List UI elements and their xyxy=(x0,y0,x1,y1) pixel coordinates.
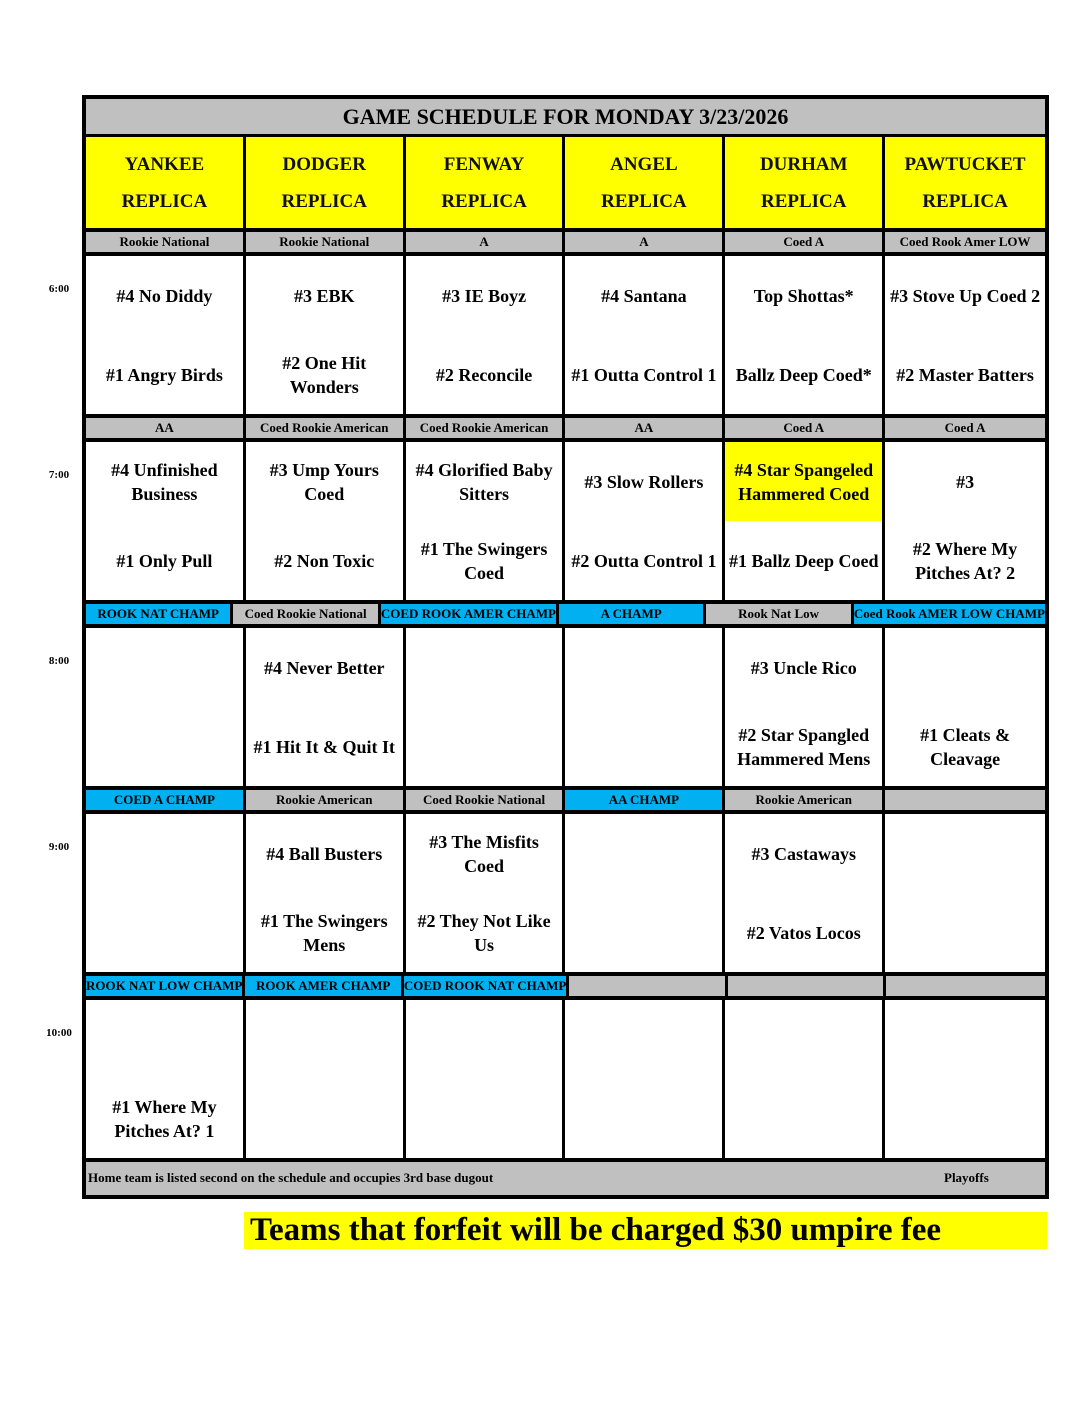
home-team: #2 One Hit Wonders xyxy=(282,352,367,397)
game-cell xyxy=(406,442,566,600)
home-team xyxy=(246,1079,403,1158)
away-team: #4 Glorified Baby Sitters xyxy=(415,459,553,504)
away-team: #3 Uncle Rico xyxy=(750,657,857,678)
home-team: #1 Hit It & Quit It xyxy=(253,736,395,757)
game-cell xyxy=(86,628,246,786)
away-team xyxy=(406,628,563,707)
home-team: #1 The Swingers Coed xyxy=(420,538,548,583)
away-team xyxy=(565,814,722,893)
field-type: REPLICA xyxy=(922,190,1008,212)
game-cell xyxy=(565,814,725,972)
time-label: 8:00 xyxy=(48,655,70,667)
division-label: Coed Rook Amer LOW xyxy=(885,232,1045,252)
home-team: #1 Angry Birds xyxy=(105,364,223,385)
time-label: 9:00 xyxy=(48,841,70,853)
away-team: #3 Slow Rollers xyxy=(584,471,704,492)
away-team xyxy=(725,1000,882,1079)
schedule-title: GAME SCHEDULE FOR MONDAY 3/23/2026 xyxy=(82,95,1049,134)
division-label: ROOK NAT LOW CHAMP xyxy=(86,976,245,996)
away-team: #4 Santana xyxy=(601,285,687,306)
field-header xyxy=(725,137,885,228)
game-row xyxy=(82,810,1049,976)
away-team: Top Shottas* xyxy=(753,285,854,306)
division-label: Coed Rook AMER LOW CHAMP xyxy=(854,604,1045,624)
game-cell xyxy=(406,1000,566,1158)
home-team: #2 They Not Like Us xyxy=(417,910,551,955)
field-type: REPLICA xyxy=(121,190,208,212)
division-row xyxy=(82,232,1049,252)
home-team xyxy=(86,707,243,786)
division-label: AA xyxy=(86,418,246,438)
away-team: #4 Star Spangeled Hammered Coed xyxy=(725,442,882,521)
division-label: AA xyxy=(565,418,725,438)
division-label: Rookie National xyxy=(86,232,246,252)
game-cell xyxy=(885,442,1045,600)
home-team xyxy=(885,1079,1045,1158)
field-header xyxy=(246,137,406,228)
game-cell xyxy=(246,628,406,786)
division-row xyxy=(82,418,1049,438)
field-type: REPLICA xyxy=(281,190,367,212)
game-cell xyxy=(565,1000,725,1158)
away-team xyxy=(86,1000,243,1079)
field-header-row xyxy=(82,134,1049,232)
field-type: REPLICA xyxy=(601,190,687,212)
game-cell xyxy=(885,628,1045,786)
time-label: 10:00 xyxy=(46,1027,72,1039)
field-header xyxy=(885,137,1045,228)
away-team xyxy=(86,628,243,707)
field-name: YANKEE xyxy=(124,153,205,175)
game-cell xyxy=(885,1000,1045,1158)
home-team xyxy=(565,707,722,786)
game-cell xyxy=(885,256,1045,414)
home-team: #2 Where My Pitches At? 2 xyxy=(912,538,1018,583)
division-label: Coed Rookie National xyxy=(233,604,380,624)
division-label xyxy=(885,790,1045,810)
away-team: #3 Castaways xyxy=(751,843,856,864)
time-label: 6:00 xyxy=(48,283,70,295)
division-label: COED ROOK NAT CHAMP xyxy=(404,976,569,996)
field-name: DODGER xyxy=(282,153,366,175)
home-team xyxy=(885,893,1045,972)
home-team: #1 The Swingers Mens xyxy=(260,910,388,955)
away-team xyxy=(246,1000,403,1079)
division-row xyxy=(82,604,1049,624)
game-cell xyxy=(86,442,246,600)
home-team xyxy=(725,1079,882,1158)
field-type: REPLICA xyxy=(760,190,847,212)
away-team xyxy=(885,1000,1045,1079)
division-label xyxy=(569,976,728,996)
game-row xyxy=(82,996,1049,1162)
away-team: #3 EBK xyxy=(293,285,355,306)
field-header xyxy=(565,137,725,228)
division-label: Coed A xyxy=(725,232,885,252)
game-cell xyxy=(406,628,566,786)
division-label: ROOK NAT CHAMP xyxy=(86,604,233,624)
away-team xyxy=(885,628,1045,707)
home-team xyxy=(406,707,563,786)
division-label xyxy=(886,976,1045,996)
game-cell xyxy=(246,442,406,600)
field-name: PAWTUCKET xyxy=(904,153,1026,175)
away-team: #3 Ump Yours Coed xyxy=(269,459,379,504)
field-name: DURHAM xyxy=(759,153,848,175)
division-label: Coed A xyxy=(885,418,1045,438)
division-label: Coed Rookie American xyxy=(406,418,566,438)
division-label: ROOK AMER CHAMP xyxy=(245,976,404,996)
away-team: #4 Ball Busters xyxy=(266,843,383,864)
footer-bar xyxy=(82,1162,1049,1199)
field-name: ANGEL xyxy=(610,153,678,175)
away-team xyxy=(885,814,1045,893)
away-team xyxy=(565,1000,722,1079)
home-team: #1 Where My Pitches At? 1 xyxy=(112,1096,217,1141)
game-cell xyxy=(565,256,725,414)
home-team: #2 Reconcile xyxy=(435,364,533,385)
away-team: #3 Stove Up Coed 2 xyxy=(890,285,1041,306)
home-team: #2 Outta Control 1 xyxy=(571,550,717,571)
division-label: Coed Rookie National xyxy=(406,790,566,810)
division-label: COED ROOK AMER CHAMP xyxy=(381,604,559,624)
game-cell xyxy=(86,1000,246,1158)
division-label: Rookie American xyxy=(246,790,406,810)
division-label: Rook Nat Low xyxy=(706,604,853,624)
time-slots xyxy=(82,232,1049,1162)
schedule-table xyxy=(82,95,1049,1199)
away-team: #3 The Misfits Coed xyxy=(429,831,539,876)
away-team xyxy=(565,628,722,707)
game-cell xyxy=(246,256,406,414)
home-team: Ballz Deep Coed* xyxy=(735,364,872,385)
playoffs-label: Playoffs xyxy=(944,1170,989,1185)
division-label: Coed Rookie American xyxy=(246,418,406,438)
game-cell xyxy=(725,256,885,414)
home-team: #1 Only Pull xyxy=(116,550,213,571)
home-team: #1 Cleats & Cleavage xyxy=(920,724,1011,769)
forfeit-notice: Teams that forfeit will be charged $30 umpire fee xyxy=(244,1212,1047,1249)
division-label: A CHAMP xyxy=(559,604,706,624)
division-label: COED A CHAMP xyxy=(86,790,246,810)
game-cell xyxy=(246,814,406,972)
home-team-note: Home team is listed second on the schedule and occupies 3rd base dugout xyxy=(88,1170,494,1185)
home-team: #1 Outta Control 1 xyxy=(571,364,717,385)
away-team: #4 No Diddy xyxy=(116,285,213,306)
field-name: FENWAY xyxy=(443,153,525,175)
game-cell xyxy=(725,1000,885,1158)
home-team: #2 Vatos Locos xyxy=(746,922,861,943)
division-label: A xyxy=(406,232,566,252)
home-team: #1 Ballz Deep Coed xyxy=(729,550,879,571)
game-cell xyxy=(406,814,566,972)
home-team: #2 Master Batters xyxy=(896,364,1034,385)
away-team: #3 xyxy=(956,471,975,492)
division-label: Coed A xyxy=(725,418,885,438)
home-team xyxy=(406,1079,563,1158)
home-team: #2 Star Spangled Hammered Mens xyxy=(737,724,871,769)
game-row xyxy=(82,252,1049,418)
field-type: REPLICA xyxy=(441,190,527,212)
away-team xyxy=(406,1000,563,1079)
game-row xyxy=(82,624,1049,790)
away-team xyxy=(86,814,243,893)
home-team: #2 Non Toxic xyxy=(274,550,375,571)
home-team xyxy=(565,1079,722,1158)
game-cell xyxy=(885,814,1045,972)
time-label: 7:00 xyxy=(48,469,70,481)
game-cell xyxy=(725,628,885,786)
game-cell xyxy=(86,814,246,972)
home-team xyxy=(86,893,243,972)
game-cell xyxy=(565,628,725,786)
away-team: #3 IE Boyz xyxy=(442,285,527,306)
game-cell xyxy=(565,442,725,600)
division-label: Rookie National xyxy=(246,232,406,252)
division-row xyxy=(82,976,1049,996)
field-header xyxy=(406,137,566,228)
field-header xyxy=(86,137,246,228)
division-row xyxy=(82,790,1049,810)
away-team: #4 Never Better xyxy=(263,657,385,678)
away-team: #4 Unfinished Business xyxy=(111,459,218,504)
division-label: A xyxy=(565,232,725,252)
game-cell xyxy=(246,1000,406,1158)
game-cell xyxy=(725,442,885,600)
game-row xyxy=(82,438,1049,604)
game-cell xyxy=(725,814,885,972)
home-team xyxy=(565,893,722,972)
division-label: Rookie American xyxy=(725,790,885,810)
game-cell xyxy=(86,256,246,414)
game-cell xyxy=(406,256,566,414)
division-label: AA CHAMP xyxy=(565,790,725,810)
division-label xyxy=(728,976,887,996)
